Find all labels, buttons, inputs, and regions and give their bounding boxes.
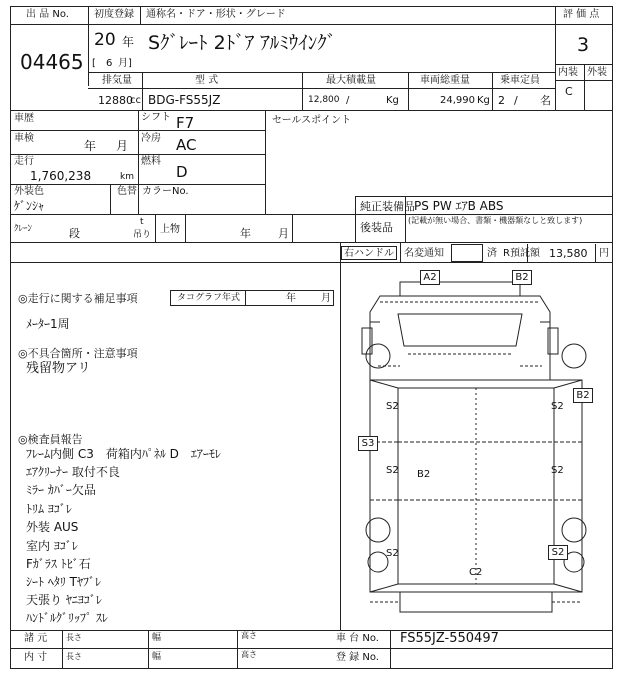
upper-body-year-unit: 年 xyxy=(240,227,251,240)
inspector-report-heading: ◎検査員報告 xyxy=(18,433,83,446)
interior-score: C xyxy=(565,85,573,98)
marker-s3: S3 xyxy=(358,436,378,451)
standard-equipment-value: PS PW ｴｱB ABS xyxy=(414,199,504,213)
max-load-label: 最大積載量 xyxy=(326,75,376,86)
mileage-value: 1,760,238 xyxy=(30,169,92,183)
evaluation-score: 3 xyxy=(577,34,590,56)
height-label-1: 高さ xyxy=(241,631,257,640)
color-number-label: カラーNo. xyxy=(142,186,189,197)
history-label: 車歴 xyxy=(14,113,34,124)
vehicle-model-name: Sｸﾞﾚｰﾄ 2ﾄﾞｱ ｱﾙﾐｳｲﾝｸﾞ xyxy=(148,32,337,54)
marker-a2: A2 xyxy=(420,270,440,285)
mileage-notes-heading: ◎走行に関する補足事項 xyxy=(18,292,138,305)
displacement-value: 12880 xyxy=(98,94,133,107)
exterior-score-label: 外装 xyxy=(587,67,607,78)
max-load-slash: / xyxy=(346,95,350,106)
inspection-label: 車検 xyxy=(14,133,34,144)
color-change-label: 色替 xyxy=(117,186,137,197)
gross-weight-value: 24,990 xyxy=(440,95,475,106)
inspector-line: ｴｱｸﾘｰﾅｰ 取付不良 xyxy=(26,465,120,479)
marker-s2-right-lower: S2 xyxy=(548,545,568,560)
inspector-line: ﾄﾘﾑ ﾖｺﾞﾚ xyxy=(26,502,72,516)
shift-label: シフト xyxy=(141,112,171,123)
crane-ton-unit: t xyxy=(140,217,144,227)
upper-body-label: 上物 xyxy=(160,224,180,235)
gross-weight-label: 車両総重量 xyxy=(420,75,470,86)
inspector-line: ﾌﾚｰﾑ内側 C3 荷箱内ﾊﾟﾈﾙ D ｴｱｰﾓﾚ xyxy=(26,447,221,461)
crane-lift-unit: 吊り xyxy=(133,230,152,240)
inspector-line: ｼｰﾄ ﾍﾀﾘ Tﾔﾌﾞﾚ xyxy=(26,575,101,589)
registration-year-unit: 年 xyxy=(122,35,135,49)
marker-s2-left-lower: S2 xyxy=(386,548,399,559)
capacity-unit: 名 xyxy=(540,94,551,107)
registration-month-unit: 月] xyxy=(118,58,132,69)
marker-s2-right-mid: S2 xyxy=(551,465,564,476)
aftermarket-label: 後装品 xyxy=(360,221,393,234)
cooling-value: AC xyxy=(176,136,197,154)
marker-s2-left-upper: S2 xyxy=(386,401,399,412)
fuel-value: D xyxy=(176,163,188,181)
standard-equipment-label: 純正装備品 xyxy=(360,200,415,213)
interior-score-label: 内装 xyxy=(558,67,578,78)
chassis-number: FS55JZ-550497 xyxy=(400,631,499,646)
aftermarket-note: (記載が無い場合、書類・機器類なしと致します) xyxy=(408,216,583,225)
fuel-label: 燃料 xyxy=(141,156,161,167)
specs-label: 諸 元 xyxy=(24,633,48,644)
chassis-number-label: 車 台 No. xyxy=(336,633,379,644)
displacement-unit: cc xyxy=(130,95,141,106)
inspection-month-unit: 月 xyxy=(116,139,129,153)
length-label-1: 長さ xyxy=(66,633,82,642)
right-hand-drive-label: 右ハンドル xyxy=(344,248,394,259)
marker-s2-right-upper: S2 xyxy=(551,401,564,412)
mileage-unit: km xyxy=(120,172,134,182)
tachograph-label: タコグラフ年式 xyxy=(177,293,241,303)
registration-month: 6 xyxy=(106,58,113,69)
right-hand-drive-badge xyxy=(341,246,397,260)
tachograph-year-unit: 年 xyxy=(286,293,296,304)
wheel-front-right xyxy=(562,344,586,368)
tachograph-box xyxy=(170,290,334,306)
lot-number-label: 出 品 No. xyxy=(26,9,69,20)
registration-year: 20 xyxy=(94,30,116,50)
model-code: BDG-FS55JZ xyxy=(148,93,221,107)
defects-text: 残留物アリ xyxy=(26,361,91,376)
inspection-year-unit: 年 xyxy=(84,139,97,153)
wheel-rear-left-2 xyxy=(368,552,388,572)
recycle-unit: 円 xyxy=(599,248,609,259)
name-change-label: 名変通知 xyxy=(404,248,444,259)
cooling-label: 冷房 xyxy=(141,133,161,144)
max-load-unit: Kg xyxy=(386,95,399,106)
marker-c2: C2 xyxy=(469,567,483,578)
inspector-line: ﾊﾝﾄﾞﾙｸﾞﾘｯﾌﾟ ｽﾚ xyxy=(26,611,108,625)
marker-b2-top: B2 xyxy=(512,270,532,285)
capacity-label: 乗車定員 xyxy=(500,75,540,86)
marker-s2-left-mid: S2 xyxy=(386,465,399,476)
vehicle-name-label: 通称名・ドア・形状・グレード xyxy=(146,9,286,20)
rear-bumper xyxy=(400,592,552,612)
evaluation-score-label: 評 価 点 xyxy=(563,9,600,20)
height-label-2: 高さ xyxy=(241,650,257,659)
cab-outline xyxy=(370,296,550,380)
defects-heading: ◎不具合箇所・注意事項 xyxy=(18,347,138,360)
first-registration-label: 初度登録 xyxy=(94,9,134,20)
crane-stage-unit: 段 xyxy=(69,227,80,240)
displacement-label: 排気量 xyxy=(102,75,132,86)
gross-weight-unit: Kg xyxy=(477,95,490,106)
width-label-2: 幅 xyxy=(152,652,162,662)
marker-b2-center: B2 xyxy=(417,469,431,480)
sales-point-label: セールスポイント xyxy=(272,115,352,126)
crane-label: ｸﾚｰﾝ xyxy=(14,224,33,234)
windshield xyxy=(398,314,522,346)
inspector-line: 室内 ﾖｺﾞﾚ xyxy=(26,539,78,553)
inspector-line: 外装 AUS xyxy=(26,520,79,534)
inspector-line: 天張り ﾔﾆﾖｺﾞﾚ xyxy=(26,593,102,607)
registration-number-label: 登 録 No. xyxy=(336,652,379,663)
inspector-line: ﾐﾗｰ ｶﾊﾞｰ欠品 xyxy=(26,483,96,497)
inspector-line: Fｶﾞﾗｽ ﾄﾋﾞ石 xyxy=(26,557,91,571)
exterior-color-label: 外装色 xyxy=(14,186,44,197)
upper-body-month-unit: 月 xyxy=(278,227,289,240)
inner-dimensions-label: 内 寸 xyxy=(24,652,48,663)
recycle-prefix: 済 xyxy=(487,248,497,259)
capacity-slash: / xyxy=(514,94,518,107)
mileage-notes: ﾒｰﾀｰ1周 xyxy=(26,317,70,331)
model-code-label: 型 式 xyxy=(195,75,219,86)
recycle-label: R預託額 xyxy=(503,248,540,259)
length-label-2: 長さ xyxy=(66,652,82,661)
recycle-value: 13,580 xyxy=(549,247,588,260)
cab-roof xyxy=(400,282,520,296)
name-change-box xyxy=(451,244,483,262)
capacity-value: 2 xyxy=(498,94,505,107)
lot-number: 04465 xyxy=(20,50,84,74)
marker-b2-right: B2 xyxy=(573,388,593,403)
max-load-value: 12,800 xyxy=(308,95,340,105)
exterior-color-value: ｹﾞﾝｼｬ xyxy=(14,199,45,213)
mileage-label: 走行 xyxy=(14,156,34,167)
tachograph-month-unit: 月 xyxy=(321,293,331,304)
registration-month-open: [ xyxy=(92,58,96,69)
width-label-1: 幅 xyxy=(152,633,162,643)
shift-value: F7 xyxy=(176,114,195,132)
